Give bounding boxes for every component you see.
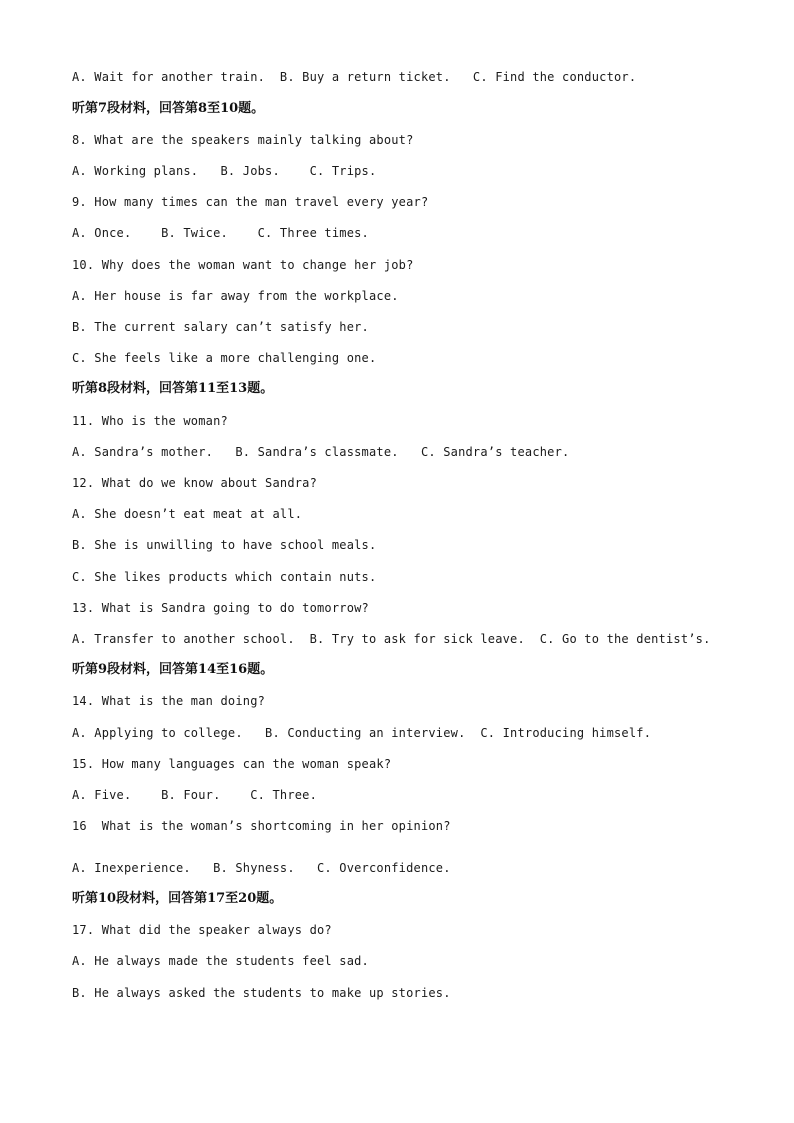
question-13-options: A. Transfer to another school. B. Try to ask for sick leave. C. Go to the dentist’s. <box>72 632 711 646</box>
question-15: 15. How many languages can the woman speak? <box>72 757 392 771</box>
question-12-option-b: B. She is unwilling to have school meals. <box>72 538 377 552</box>
section-heading-7: 听第7段材料，回答第8至10题。 <box>72 101 265 116</box>
question-16: 16 What is the woman’s shortcoming in her opinion? <box>72 819 451 833</box>
question-17-option-b: B. He always asked the students to make up stories. <box>72 986 451 1000</box>
section-heading-9: 听第9段材料，回答第14至16题。 <box>72 662 274 677</box>
question-10-option-b: B. The current salary can’t satisfy her. <box>72 320 369 334</box>
question-10-option-c: C. She feels like a more challenging one. <box>72 351 377 365</box>
question-8-options: A. Working plans. B. Jobs. C. Trips. <box>72 164 377 178</box>
question-17-option-a: A. He always made the students feel sad. <box>72 954 369 968</box>
q7-options: A. Wait for another train. B. Buy a return ticket. C. Find the conductor. <box>72 70 637 84</box>
question-14: 14. What is the man doing? <box>72 694 266 708</box>
question-10: 10. Why does the woman want to change her job? <box>72 258 414 272</box>
question-12-option-a: A. She doesn’t eat meat at all. <box>72 507 303 521</box>
question-9-options: A. Once. B. Twice. C. Three times. <box>72 226 369 240</box>
question-16-options: A. Inexperience. B. Shyness. C. Overconfidence. <box>72 861 451 875</box>
question-8: 8. What are the speakers mainly talking about? <box>72 133 414 147</box>
question-11: 11. Who is the woman? <box>72 414 228 428</box>
question-17: 17. What did the speaker always do? <box>72 923 332 937</box>
question-13: 13. What is Sandra going to do tomorrow? <box>72 601 369 615</box>
question-11-options: A. Sandra’s mother. B. Sandra’s classmate. C. Sandra’s teacher. <box>72 445 570 459</box>
question-12-option-c: C. She likes products which contain nuts. <box>72 570 377 584</box>
section-heading-10: 听第10段材料，回答第17至20题。 <box>72 891 283 906</box>
question-9: 9. How many times can the man travel every year? <box>72 195 429 209</box>
question-10-option-a: A. Her house is far away from the workplace. <box>72 289 399 303</box>
question-15-options: A. Five. B. Four. C. Three. <box>72 788 318 802</box>
question-12: 12. What do we know about Sandra? <box>72 476 318 490</box>
section-heading-8: 听第8段材料，回答第11至13题。 <box>72 381 274 396</box>
question-14-options: A. Applying to college. B. Conducting an interview. C. Introducing himself. <box>72 726 652 740</box>
